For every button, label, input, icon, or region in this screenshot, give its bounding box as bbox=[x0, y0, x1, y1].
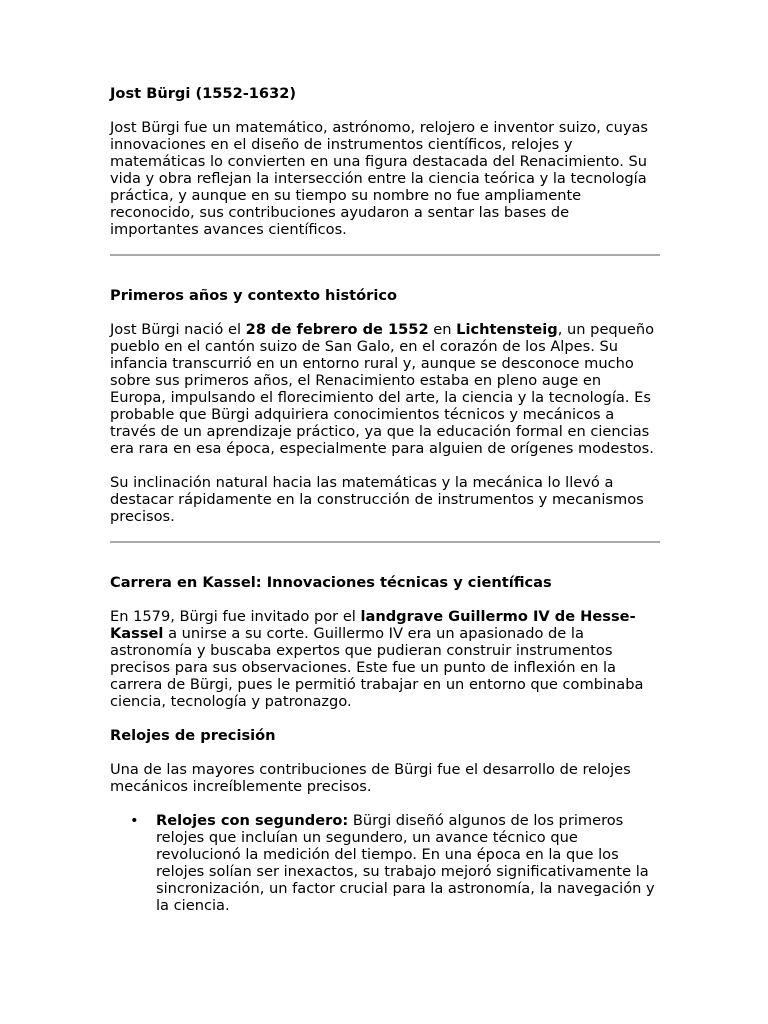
precision-clocks-paragraph: Una de las mayores contribuciones de Bürgi fue el desarrollo de relojes mecánicos increíblemente precisos. bbox=[110, 761, 631, 795]
early-years-paragraph-2: Su inclinación natural hacia las matemáticas y la mecánica lo llevó a destacar rápidamente en la construcción de instrumentos y mecanismos precisos. bbox=[110, 474, 644, 525]
kassel-paragraph-1: En 1579, Bürgi fue invitado por el landgrave Guillermo IV de Hesse-Kassel a unirse a su corte. Guillermo IV era un apasionado de la astronomía y buscaba expertos que pudieran construir instrumentos precisos para sus observaciones. Este fue un punto de inflexión en la carrera de Bürgi, pues le permitió trabajar en un entorno que combinaba ciencia, tecnología y patronazgo. bbox=[110, 608, 644, 710]
section-heading-early-years: Primeros años y contexto histórico bbox=[110, 287, 398, 304]
birth-place: Lichtensteig bbox=[456, 321, 558, 338]
document-page bbox=[110, 85, 660, 914]
list-item bbox=[110, 812, 660, 914]
list-item-label: Relojes con segundero: bbox=[156, 812, 349, 829]
list-item-text: Bürgi diseñó algunos de los primeros relojes que incluían un segundero, un avance técnico que revolucionó la medición del tiempo. En una época en la que los relojes solían ser inexactos, su trabajo mejoró significativamente la sincronización, un factor crucial para la astronomía, la navegación y la ciencia. bbox=[156, 812, 655, 914]
intro-paragraph: Jost Bürgi fue un matemático, astrónomo, relojero e inventor suizo, cuyas innovaciones en el diseño de instrumentos científicos, relojes y matemáticas lo convierten en una figura destacada del Renacimiento. Su vida y obra reflejan la intersección entre la ciencia teórica y la tecnología práctica, y aunque en su tiempo su nombre no fue ampliamente reconocido, sus contribuciones ayudaron a sentar las bases de importantes avances científicos. bbox=[110, 119, 649, 238]
section-heading-kassel: Carrera en Kassel: Innovaciones técnicas y científicas bbox=[110, 574, 552, 591]
subheading-precision-clocks: Relojes de precisión bbox=[110, 727, 276, 744]
birth-date: 28 de febrero de 1552 bbox=[245, 321, 429, 338]
document-title: Jost Bürgi (1552-1632) bbox=[110, 85, 297, 102]
bullet-icon: • bbox=[130, 812, 139, 829]
early-years-paragraph-1: Jost Bürgi nació el 28 de febrero de 1552 en Lichtensteig, un pequeño pueblo en el cantón suizo de San Galo, en el corazón de los Alpes. Su infancia transcurrió en un entorno rural y, aunque se desconoce mucho sobre sus primeros años, el Renacimiento estaba en pleno auge en Europa, impulsando el florecimiento del arte, la ciencia y la tecnología. Es probable que Bürgi adquiriera conocimientos técnicos y mecánicos a través de un aprendizaje práctico, ya que la educación formal en ciencias era rara en esa época, especialmente para alguien de orígenes modestos. bbox=[110, 321, 655, 457]
patron-name: landgrave Guillermo IV de Hesse-Kassel bbox=[110, 608, 636, 642]
bullet-list bbox=[110, 812, 660, 914]
